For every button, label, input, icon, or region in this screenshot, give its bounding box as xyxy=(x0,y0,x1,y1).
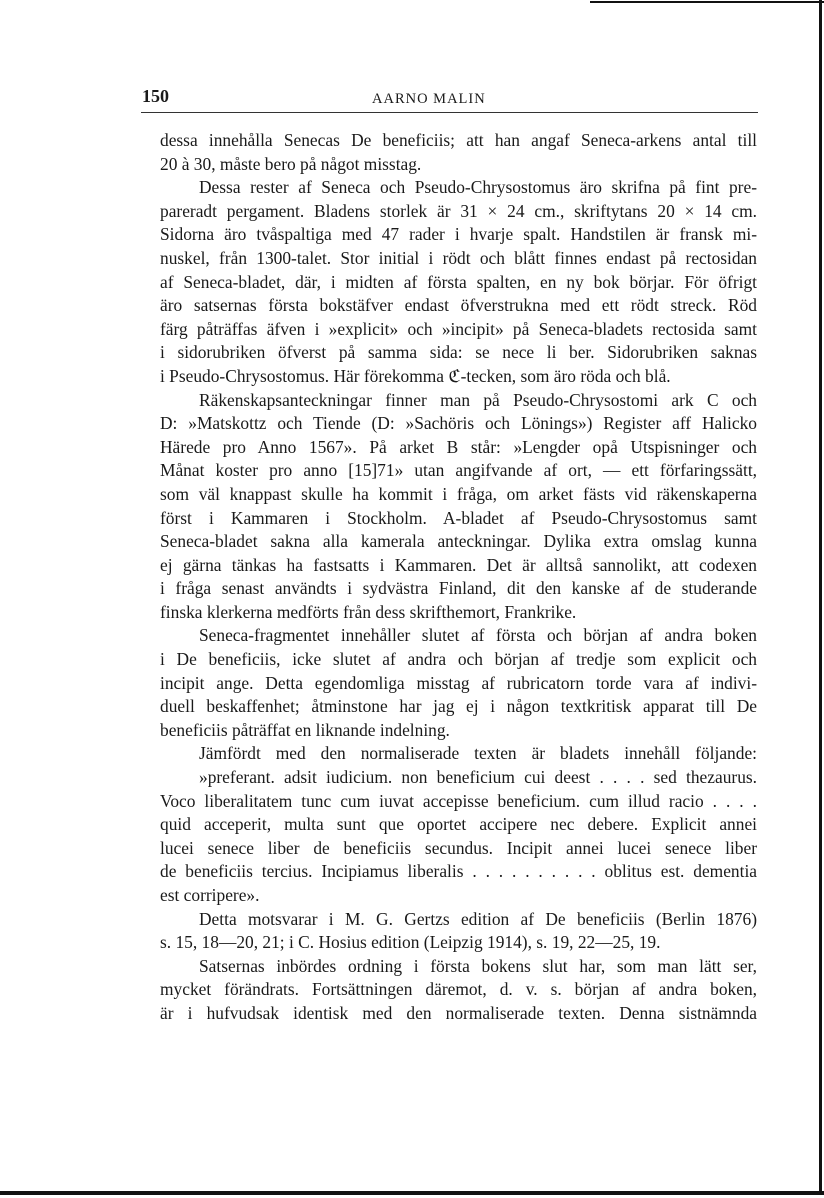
text-line: Voco liberalitatem tunc cum iuvat accepisse beneficium. cum illud racio . . . . xyxy=(160,790,757,811)
text-line: D: »Matskottz och Tiende (D: »Sachöris och Lönings») Register aff Halicko xyxy=(160,413,757,434)
body-text xyxy=(160,129,757,1026)
text-line: Dessa rester af Seneca och Pseudo-Chrysostomus äro skrifna på fint pre- xyxy=(199,177,757,198)
scan-edge-bottom xyxy=(0,1191,824,1195)
text-line: färg påträffas äfven i »explicit» och »incipit» på Seneca-bladets rectosida samt xyxy=(160,318,757,339)
text-line: lucei senece liber de beneficiis secundus. Incipit annei lucei senece liber xyxy=(160,837,757,858)
text-line: ej gärna tänkas ha fastsatts i Kammaren. Det är alltså sannolikt, att codexen xyxy=(160,554,757,575)
text-line: i De beneficiis, icke slutet af andra och början af tredje som explicit och xyxy=(160,649,757,670)
paragraph xyxy=(160,389,757,625)
paragraph xyxy=(160,766,757,908)
text-line: äro satsernas första bokstäfver endast öfverstrukna med ett rödt streck. Röd xyxy=(160,295,757,316)
text-line: »preferant. adsit iudicium. non beneficium cui deest . . . . sed thezaurus. xyxy=(199,767,757,788)
paragraph xyxy=(160,129,757,176)
text-line: i fråga senast användts i sydvästra Finland, dit den kanske af de studerande xyxy=(160,578,757,599)
text-line: först i Kammaren i Stockholm. A-bladet af Pseudo-Chrysostomus samt xyxy=(160,507,757,528)
text-line: 20 à 30, måste bero på något misstag. xyxy=(160,153,422,174)
text-line: Seneca-bladet sakna alla kamerala anteckningar. Dylika extra omslag kunna xyxy=(160,531,757,552)
text-line: finska klerkerna medförts från dess skrifthemort, Frankrike. xyxy=(160,601,577,622)
text-line: s. 15, 18—20, 21; i C. Hosius edition (Leipzig 1914), s. 19, 22—25, 19. xyxy=(160,932,661,953)
header-rule xyxy=(141,112,758,113)
paragraph xyxy=(160,176,757,388)
text-line: är i hufvudsak identisk med den normaliserade texten. Denna sistnämnda xyxy=(160,1002,757,1023)
paragraph xyxy=(160,742,757,766)
text-line: i sidorubriken öfverst på samma sida: se nece li ber. Sidorubriken saknas xyxy=(160,342,757,363)
scan-edge-top xyxy=(590,1,824,3)
text-line: Detta motsvarar i M. G. Gertzs edition af De beneficiis (Berlin 1876) xyxy=(199,908,757,929)
text-line: pareradt pergament. Bladens storlek är 31 × 24 cm., skriftytans 20 × 14 cm. xyxy=(160,200,757,221)
page-number: 150 xyxy=(142,86,169,106)
text-line: quid acceperit, multa sunt que oportet accipere nec debere. Explicit annei xyxy=(160,814,757,835)
text-line: de beneficiis tercius. Incipiamus liberalis . . . . . . . . . . oblitus est. dementia xyxy=(160,861,757,882)
text-line: Satsernas inbördes ordning i första bokens slut har, som man lätt ser, xyxy=(199,955,757,976)
text-line: Räkenskapsanteckningar finner man på Pseudo-Chrysostomi ark C och xyxy=(199,389,757,410)
text-line: mycket förändrats. Fortsättningen däremot, d. v. s. början af andra boken, xyxy=(160,979,757,1000)
text-line: duell beskaffenhet; åtminstone har jag ej i någon textkritisk apparat till De xyxy=(160,696,757,717)
text-line: incipit ange. Detta egendomliga misstag af rubricatorn torde vara af indivi- xyxy=(160,672,757,693)
text-line: af Seneca-bladet, där, i midten af första spalten, en ny bok börjar. För öfrigt xyxy=(160,271,757,292)
text-line: est corripere». xyxy=(160,885,260,905)
paragraph xyxy=(160,624,757,742)
text-line: Månat koster pro anno [15]71» utan angifvande af ort, — ett förfaringssätt, xyxy=(160,460,757,481)
text-line: Härede pro Anno 1567». På arket B står: »Lengder opå Utspisninger och xyxy=(160,436,757,457)
text-line: beneficiis påträffat en liknande indelning. xyxy=(160,719,450,740)
scan-edge-right xyxy=(819,0,822,1194)
running-head: AARNO MALIN xyxy=(372,91,486,107)
text-line: som väl knappast skulle ha kommit i fråga, om arket fästs vid räkenskaperna xyxy=(160,483,757,504)
text-line: dessa innehålla Senecas De beneficiis; att han angaf Seneca-arkens antal till xyxy=(160,130,757,150)
paragraph xyxy=(160,955,757,1026)
text-line: Sidorna äro tvåspaltiga med 47 rader i hvarje spalt. Handstilen är fransk mi- xyxy=(160,224,757,245)
text-line: i Pseudo-Chrysostomus. Här förekomma ℭ-tecken, som äro röda och blå. xyxy=(160,365,671,386)
text-line: Seneca-fragmentet innehåller slutet af första och början af andra boken xyxy=(199,625,757,646)
paragraph xyxy=(160,908,757,955)
text-line: Jämfördt med den normaliserade texten är bladets innehåll följande: xyxy=(199,743,757,764)
text-line: nuskel, från 1300-talet. Stor initial i rödt och blått finnes endast på rectosidan xyxy=(160,247,757,268)
